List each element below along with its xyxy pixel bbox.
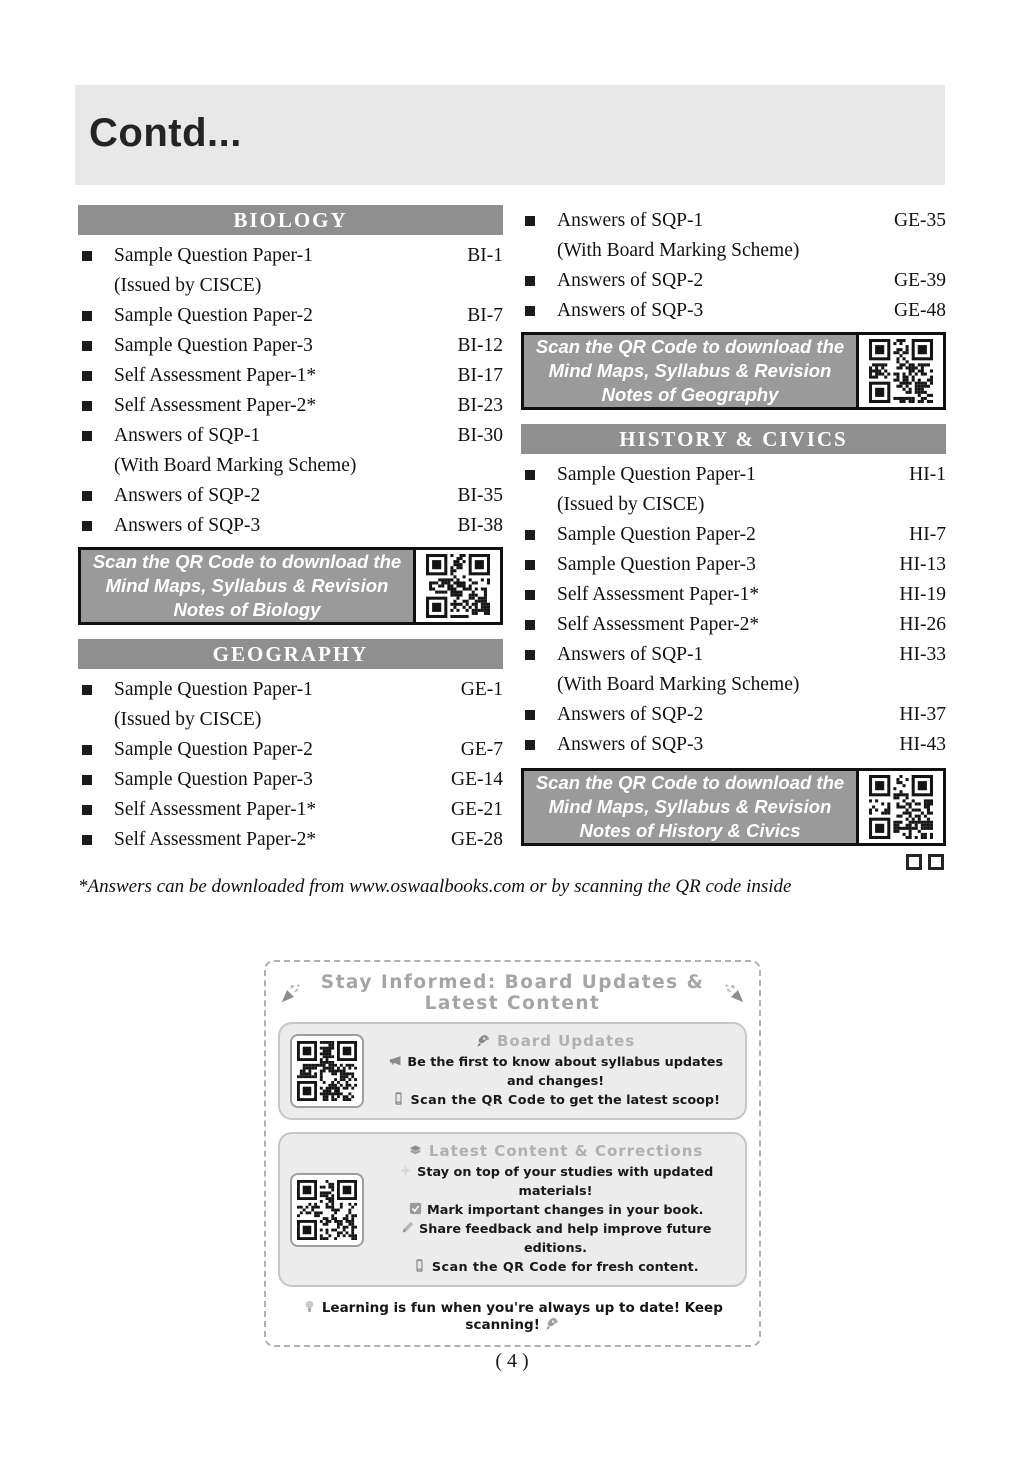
card-title: Latest Content & Corrections	[428, 1142, 704, 1160]
toc-row	[521, 206, 946, 236]
card-line	[376, 1091, 735, 1110]
section-end-marker	[521, 854, 946, 875]
toc-entry-label: Sample Question Paper-2	[114, 305, 313, 326]
qr-code-biology	[426, 554, 490, 618]
toc-page-number: GE-14	[451, 769, 503, 790]
toc-page-number: HI-7	[909, 524, 946, 545]
qr-code-latest-content	[297, 1180, 357, 1240]
toc-entry-label: Self Assessment Paper-2*	[114, 395, 317, 416]
section-header-history: HISTORY & CIVICS	[521, 424, 946, 454]
toc-entry-label: Answers of SQP-3	[114, 515, 261, 536]
toc-entry-label: Answers of SQP-3	[557, 734, 704, 755]
toc-row	[521, 730, 946, 760]
toc-row	[521, 580, 946, 610]
stay-informed-panel	[264, 960, 761, 1347]
toc-entry-label: Sample Question Paper-1	[114, 679, 313, 700]
smartphone-icon	[412, 1258, 427, 1273]
section-header-geography: GEOGRAPHY	[78, 639, 503, 669]
qr-banner-line: Notes of History & Civics	[579, 820, 801, 841]
card-line-text: Mark important changes in your book.	[426, 1203, 704, 1218]
square-bullet-icon	[82, 251, 92, 261]
toc-entry-label: Self Assessment Paper-2*	[557, 614, 760, 635]
toc-row	[78, 675, 503, 705]
card-line	[376, 1163, 735, 1201]
toc-page-number: BI-1	[467, 245, 503, 266]
qr-code-board-updates	[297, 1041, 357, 1101]
qr-code-frame	[290, 1173, 364, 1247]
square-bullet-icon	[525, 590, 535, 600]
card-title-row	[376, 1142, 735, 1160]
toc-row	[78, 511, 503, 541]
toc-entry-label: Sample Question Paper-2	[114, 739, 313, 760]
square-bullet-icon	[525, 530, 535, 540]
answers-footnote: *Answers can be downloaded from www.oswaalbooks.com or by scanning the QR code inside	[78, 876, 792, 897]
section-header-biology: BIOLOGY	[78, 205, 503, 235]
square-bullet-icon	[82, 685, 92, 695]
stay-informed-title-row	[278, 970, 747, 1022]
card-line-text: Be the first to know about syllabus updates and changes!	[407, 1055, 724, 1089]
square-bullet-icon	[525, 306, 535, 316]
square-bullet-icon	[82, 521, 92, 531]
square-bullet-icon	[82, 311, 92, 321]
toc-entry-label: Sample Question Paper-3	[114, 335, 313, 356]
check-box-icon	[408, 1201, 423, 1216]
toc-row	[78, 735, 503, 765]
square-bullet-icon	[525, 650, 535, 660]
qr-banner-history	[521, 768, 946, 846]
toc-page-number: BI-17	[457, 365, 503, 386]
toc-row	[521, 520, 946, 550]
qr-banner-text	[524, 771, 856, 843]
toc-page-number: BI-35	[457, 485, 503, 506]
toc-page-number: BI-38	[457, 515, 503, 536]
toc-row	[78, 421, 503, 451]
qr-banner-line: Scan the QR Code to download the	[535, 336, 845, 357]
toc-entry-label: Answers of SQP-2	[557, 704, 704, 725]
toc-page-number: BI-12	[457, 335, 503, 356]
toc-entry-label: Answers of SQP-3	[557, 300, 704, 321]
toc-page-number: HI-43	[899, 734, 946, 755]
toc-entry-label: Self Assessment Paper-2*	[114, 829, 317, 850]
square-bullet-icon	[82, 401, 92, 411]
qr-code-frame	[856, 771, 943, 843]
card-line-text: Share feedback and help improve future editions.	[419, 1222, 712, 1256]
square-bullet-icon	[82, 835, 92, 845]
toc-entry-label: Self Assessment Paper-1*	[114, 799, 317, 820]
qr-code-frame	[856, 335, 943, 407]
toc-row	[521, 266, 946, 296]
toc-page-number: HI-37	[899, 704, 946, 725]
toc-entry-subtext: (With Board Marking Scheme)	[557, 674, 800, 695]
toc-entry-subtext: (With Board Marking Scheme)	[557, 240, 800, 261]
toc-page-number: GE-7	[460, 739, 503, 760]
toc-row	[78, 391, 503, 421]
qr-code-frame	[290, 1034, 364, 1108]
board-updates-card	[278, 1022, 747, 1120]
square-bullet-icon	[525, 620, 535, 630]
card-title-row	[376, 1032, 735, 1050]
qr-banner-text	[81, 550, 413, 622]
stay-informed-footer	[278, 1299, 747, 1333]
qr-code-frame	[413, 550, 500, 622]
toc-entry-label: Sample Question Paper-3	[557, 554, 756, 575]
square-bullet-icon	[82, 745, 92, 755]
square-bullet-icon	[525, 470, 535, 480]
toc-entry-label: Self Assessment Paper-1*	[114, 365, 317, 386]
square-bullet-icon	[82, 805, 92, 815]
toc-page-number: HI-19	[899, 584, 946, 605]
books-icon	[408, 1143, 423, 1158]
square-bullet-icon	[82, 775, 92, 785]
stay-informed-footer-text: Learning is fun when you're always up to date! Keep scanning!	[321, 1300, 723, 1333]
qr-banner-line: Notes of Geography	[601, 384, 779, 405]
toc-page-number: GE-39	[894, 270, 946, 291]
toc-entry-subtext: (With Board Marking Scheme)	[114, 455, 357, 476]
contd-header	[75, 85, 945, 185]
toc-row	[521, 550, 946, 580]
history-toc-list	[521, 460, 946, 760]
qr-banner-geography	[521, 332, 946, 410]
hollow-square-icon	[906, 854, 922, 870]
toc-columns	[78, 205, 946, 875]
toc-row	[521, 610, 946, 640]
toc-row	[521, 460, 946, 490]
stay-informed-title: Stay Informed: Board Updates & Latest Content	[320, 972, 705, 1014]
page-title: Contd...	[89, 111, 242, 155]
toc-page-number: GE-48	[894, 300, 946, 321]
qr-banner-line: Mind Maps, Syllabus & Revision	[548, 796, 832, 817]
square-bullet-icon	[82, 341, 92, 351]
toc-row	[78, 481, 503, 511]
toc-page-number: GE-35	[894, 210, 946, 231]
square-bullet-icon	[525, 710, 535, 720]
biology-toc-list	[78, 241, 503, 541]
qr-banner-line: Scan the QR Code to download the	[92, 551, 402, 572]
toc-entry-label: Answers of SQP-1	[114, 425, 261, 446]
square-bullet-icon	[82, 371, 92, 381]
hollow-square-icon	[928, 854, 944, 870]
qr-code-history	[869, 775, 933, 839]
board-updates-body	[376, 1032, 735, 1110]
toc-page-number: BI-23	[457, 395, 503, 416]
toc-row	[521, 296, 946, 326]
card-line	[376, 1258, 735, 1277]
rocket-icon	[545, 1316, 560, 1331]
toc-entry-label: Answers of SQP-2	[114, 485, 261, 506]
card-line-bold: Scan the QR Code	[431, 1260, 567, 1275]
toc-entry-label: Answers of SQP-1	[557, 644, 704, 665]
qr-banner-line: Scan the QR Code to download the	[535, 772, 845, 793]
toc-row	[78, 331, 503, 361]
qr-code-geography	[869, 339, 933, 403]
toc-page-number: GE-1	[460, 679, 503, 700]
toc-page-number: HI-13	[899, 554, 946, 575]
geography-toc-list-right	[521, 206, 946, 326]
pencil-icon	[400, 1220, 415, 1235]
toc-page-number: BI-30	[457, 425, 503, 446]
toc-row	[78, 361, 503, 391]
card-line-text: for fresh content.	[566, 1260, 699, 1275]
card-line	[376, 1220, 735, 1258]
card-title: Board Updates	[496, 1032, 636, 1050]
toc-row	[78, 301, 503, 331]
toc-entry-label: Answers of SQP-1	[557, 210, 704, 231]
page-number: ( 4 )	[495, 1350, 529, 1372]
smartphone-icon	[391, 1091, 406, 1106]
rocket-icon	[476, 1033, 491, 1048]
toc-row	[521, 700, 946, 730]
toc-page-number: GE-21	[451, 799, 503, 820]
toc-entry-label: Sample Question Paper-3	[114, 769, 313, 790]
sparkles-icon	[398, 1163, 413, 1178]
toc-page-number: HI-1	[909, 464, 946, 485]
toc-entry-label: Sample Question Paper-1	[114, 245, 313, 266]
latest-content-body	[376, 1142, 735, 1277]
toc-row	[78, 795, 503, 825]
card-line-bold: Scan the QR Code	[410, 1093, 546, 1108]
square-bullet-icon	[82, 431, 92, 441]
left-column	[78, 205, 503, 875]
megaphone-icon	[388, 1053, 403, 1068]
qr-banner-line: Mind Maps, Syllabus & Revision	[548, 360, 832, 381]
geography-toc-list-left	[78, 675, 503, 855]
toc-row	[78, 241, 503, 271]
card-line-text: to get the latest scoop!	[545, 1093, 720, 1108]
toc-entry-label: Sample Question Paper-1	[557, 464, 756, 485]
toc-page-number: HI-33	[899, 644, 946, 665]
party-popper-icon	[280, 983, 301, 1004]
toc-row	[521, 640, 946, 670]
square-bullet-icon	[525, 276, 535, 286]
toc-page-number: GE-28	[451, 829, 503, 850]
toc-entry-label: Self Assessment Paper-1*	[557, 584, 760, 605]
toc-page-number: HI-26	[899, 614, 946, 635]
qr-banner-line: Notes of Biology	[173, 599, 321, 620]
toc-page-number: BI-7	[467, 305, 503, 326]
toc-entry-subtext: (Issued by CISCE)	[114, 709, 262, 730]
right-column	[521, 205, 946, 875]
toc-entry-label: Answers of SQP-2	[557, 270, 704, 291]
party-popper-icon	[724, 983, 745, 1004]
toc-row	[78, 765, 503, 795]
card-line-text: Stay on top of your studies with updated materials!	[417, 1165, 714, 1199]
toc-entry-subtext: (Issued by CISCE)	[114, 275, 262, 296]
light-bulb-icon	[302, 1299, 317, 1314]
qr-banner-biology	[78, 547, 503, 625]
square-bullet-icon	[525, 216, 535, 226]
square-bullet-icon	[525, 560, 535, 570]
toc-entry-subtext: (Issued by CISCE)	[557, 494, 705, 515]
toc-row	[78, 825, 503, 855]
square-bullet-icon	[525, 740, 535, 750]
toc-entry-label: Sample Question Paper-2	[557, 524, 756, 545]
card-line	[376, 1053, 735, 1091]
latest-content-card	[278, 1132, 747, 1287]
qr-banner-text	[524, 335, 856, 407]
square-bullet-icon	[82, 491, 92, 501]
card-line	[376, 1201, 735, 1220]
qr-banner-line: Mind Maps, Syllabus & Revision	[105, 575, 389, 596]
